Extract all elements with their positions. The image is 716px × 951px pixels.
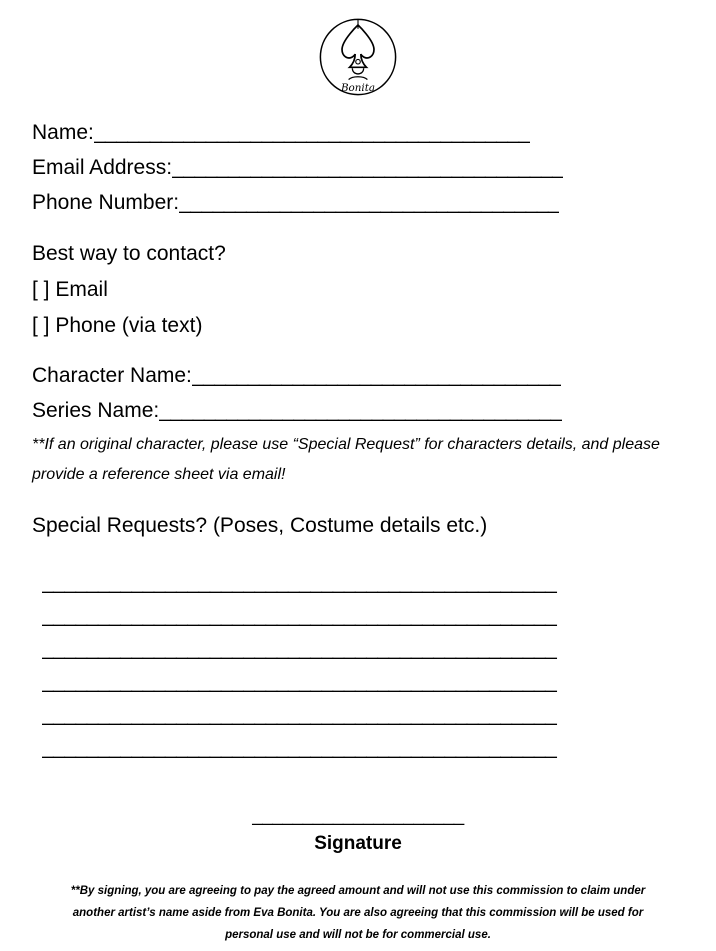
field-name <box>32 115 684 150</box>
checkbox-option-email[interactable] <box>32 272 684 308</box>
signature-rule[interactable]: _____________________ <box>252 805 464 826</box>
field-phone-rule[interactable]: __________________________________ <box>179 191 560 214</box>
logo-wordmark: Bonita <box>340 81 376 94</box>
write-line[interactable]: ______________________________________________ <box>42 670 557 693</box>
field-name-label: Name: <box>32 121 94 144</box>
signature-label: Signature <box>314 833 402 854</box>
checkbox-phone-box[interactable]: [ ] <box>32 314 50 337</box>
field-series-name-label: Series Name: <box>32 399 160 422</box>
field-name-rule[interactable]: _______________________________________ <box>93 121 530 144</box>
field-character-name-rule[interactable]: _________________________________ <box>191 364 561 387</box>
signature-block <box>32 804 684 858</box>
agreement-footer: **By signing, you are agreeing to pay the agreed amount and will not use this commission to claim under another artist’s name aside from Eva Bonita. You are also agreeing that this commission will be used for personal use and will not be for commercial use. <box>70 885 646 941</box>
contact-preference-question: Best way to contact? <box>32 242 226 265</box>
field-phone-label: Phone Number: <box>32 191 180 214</box>
write-line[interactable]: ______________________________________________ <box>42 604 557 627</box>
field-email <box>32 150 684 185</box>
checkbox-email-box[interactable]: [ ] <box>32 278 50 301</box>
field-series-name <box>32 393 684 428</box>
write-line[interactable]: ______________________________________________ <box>42 571 557 594</box>
checkbox-option-phone[interactable] <box>32 308 684 344</box>
field-series-name-rule[interactable]: ____________________________________ <box>159 399 562 422</box>
write-line[interactable]: ______________________________________________ <box>42 637 557 660</box>
contact-fields <box>32 115 684 220</box>
character-fields <box>32 358 684 428</box>
bonita-spade-logo-icon <box>311 10 405 104</box>
write-line[interactable]: ______________________________________________ <box>42 703 557 726</box>
field-phone <box>32 185 684 220</box>
field-character-name-label: Character Name: <box>32 364 192 387</box>
special-requests-question: Special Requests? (Poses, Costume details etc.) <box>32 514 488 537</box>
checkbox-email-label: Email <box>55 278 108 301</box>
field-email-rule[interactable]: ___________________________________ <box>172 156 564 179</box>
logo-container <box>32 0 684 115</box>
field-email-label: Email Address: <box>32 156 173 179</box>
original-character-note: **If an original character, please use “Special Request” for characters details, and please provide a reference sheet via email! <box>32 436 660 483</box>
field-character-name <box>32 358 684 393</box>
special-requests-lines <box>32 566 684 764</box>
contact-preference-group <box>32 236 684 344</box>
write-line[interactable]: ______________________________________________ <box>42 736 557 759</box>
checkbox-phone-label: Phone (via text) <box>55 314 203 337</box>
